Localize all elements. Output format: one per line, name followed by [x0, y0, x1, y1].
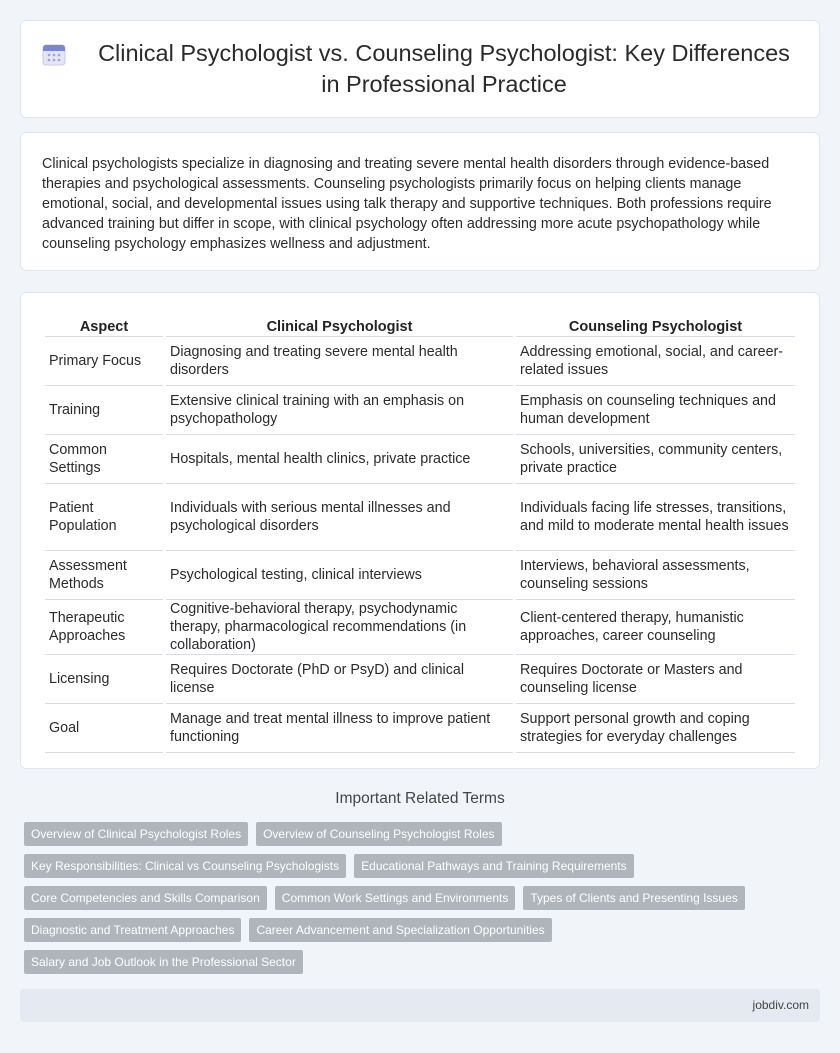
row-clinical: Requires Doctorate (PhD or PsyD) and clinical license: [166, 655, 513, 704]
related-tag[interactable]: Career Advancement and Specialization Opportunities: [249, 918, 551, 942]
row-clinical: Diagnosing and treating severe mental health disorders: [166, 337, 513, 386]
table-row: [45, 600, 795, 655]
table-row: [45, 704, 795, 753]
row-counseling: Addressing emotional, social, and career-related issues: [516, 337, 795, 386]
row-counseling: Individuals facing life stresses, transitions, and mild to moderate mental health issues: [516, 484, 795, 551]
header-aspect: Aspect: [45, 315, 163, 337]
header-counseling: Counseling Psychologist: [516, 315, 795, 337]
related-tag[interactable]: Salary and Job Outlook in the Professional Sector: [24, 950, 303, 974]
calendar-icon: [41, 41, 67, 67]
related-tag[interactable]: Overview of Counseling Psychologist Roles: [256, 822, 501, 846]
table-row: [45, 551, 795, 600]
row-aspect: Common Settings: [45, 435, 163, 484]
related-tag[interactable]: Educational Pathways and Training Requirements: [354, 854, 634, 878]
row-clinical: Cognitive-behavioral therapy, psychodynamic therapy, pharmacological recommendations (in collaboration): [166, 600, 513, 655]
row-aspect: Patient Population: [45, 484, 163, 551]
comparison-card: [20, 292, 820, 769]
page-title: Clinical Psychologist vs. Counseling Psychologist: Key Differences in Professional Practice: [98, 40, 790, 97]
row-aspect: Assessment Methods: [45, 551, 163, 600]
related-terms-tags: [24, 822, 804, 982]
tag-row: [24, 854, 804, 878]
table-row: [45, 655, 795, 704]
row-counseling: Client-centered therapy, humanistic approaches, career counseling: [516, 600, 795, 655]
table-row: [45, 337, 795, 386]
row-counseling: Requires Doctorate or Masters and counseling license: [516, 655, 795, 704]
tag-row: [24, 918, 804, 942]
related-tag[interactable]: Diagnostic and Treatment Approaches: [24, 918, 241, 942]
row-counseling: Emphasis on counseling techniques and human development: [516, 386, 795, 435]
row-clinical: Extensive clinical training with an emphasis on psychopathology: [166, 386, 513, 435]
row-aspect: Goal: [45, 704, 163, 753]
table-row: [45, 484, 795, 551]
related-tag[interactable]: Overview of Clinical Psychologist Roles: [24, 822, 248, 846]
row-counseling: Interviews, behavioral assessments, counseling sessions: [516, 551, 795, 600]
intro-paragraph: Clinical psychologists specialize in diagnosing and treating severe mental health disorders through evidence-based therapies and psychological assessments. Counseling psychologists primarily focus on helping clients manage emotional, social, and developmental issues using talk therapy and supportive techniques. Both professions require advanced training but differ in scope, with clinical psychology often addressing more acute psychopathology while counseling psychology emphasizes wellness and adjustment.: [42, 156, 772, 252]
row-counseling: Schools, universities, community centers, private practice: [516, 435, 795, 484]
row-clinical: Hospitals, mental health clinics, private practice: [166, 435, 513, 484]
related-tag[interactable]: Key Responsibilities: Clinical vs Counseling Psychologists: [24, 854, 346, 878]
table-row: [45, 435, 795, 484]
footer-site-link[interactable]: jobdiv.com: [752, 998, 809, 1012]
row-clinical: Individuals with serious mental illnesses and psychological disorders: [166, 484, 513, 551]
tag-row: [24, 950, 804, 974]
title-card: [20, 20, 820, 118]
table-header-row: [45, 315, 795, 337]
row-aspect: Therapeutic Approaches: [45, 600, 163, 655]
row-aspect: Licensing: [45, 655, 163, 704]
row-counseling: Support personal growth and coping strategies for everyday challenges: [516, 704, 795, 753]
row-clinical: Manage and treat mental illness to improve patient functioning: [166, 704, 513, 753]
related-tag[interactable]: Core Competencies and Skills Comparison: [24, 886, 267, 910]
comparison-table: [42, 315, 798, 753]
tag-row: [24, 886, 804, 910]
related-tag[interactable]: Types of Clients and Presenting Issues: [523, 886, 744, 910]
row-aspect: Primary Focus: [45, 337, 163, 386]
header-clinical: Clinical Psychologist: [166, 315, 513, 337]
table-row: [45, 386, 795, 435]
row-aspect: Training: [45, 386, 163, 435]
tag-row: [24, 822, 804, 846]
related-terms-title: Important Related Terms: [335, 790, 505, 807]
related-tag[interactable]: Common Work Settings and Environments: [275, 886, 516, 910]
row-clinical: Psychological testing, clinical interviews: [166, 551, 513, 600]
footer: [20, 989, 820, 1022]
intro-card: [20, 132, 820, 271]
